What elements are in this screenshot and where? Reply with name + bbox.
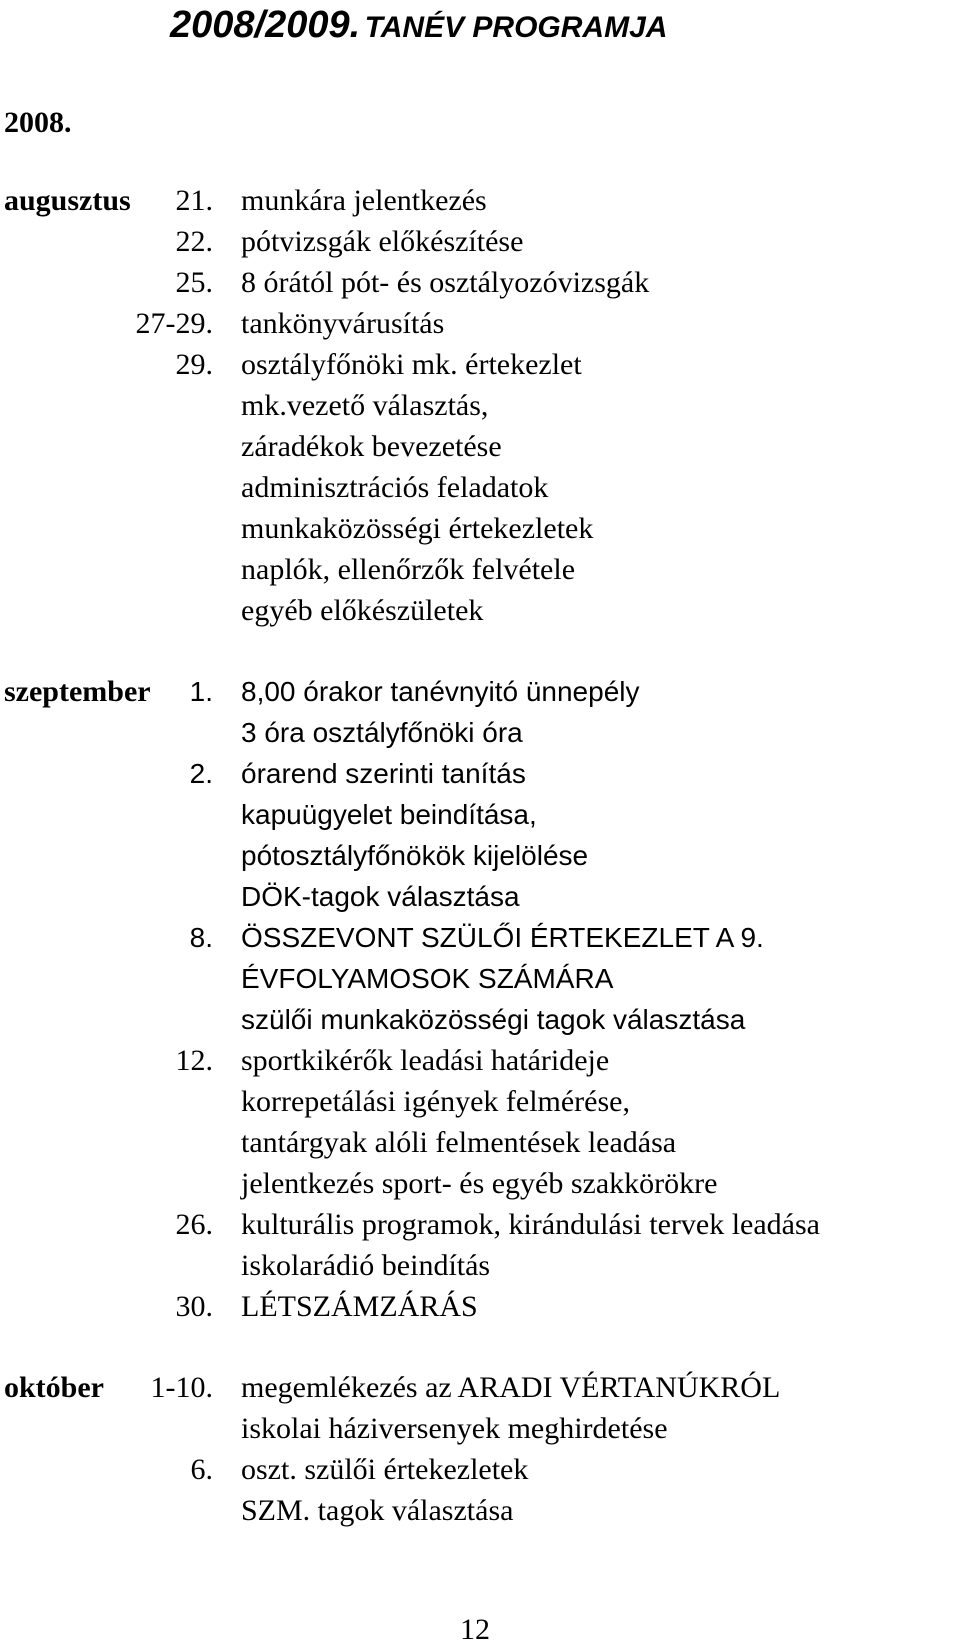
page-title bbox=[170, 0, 667, 50]
day-label: 26. bbox=[175, 1208, 213, 1241]
day-label: 12. bbox=[175, 1044, 213, 1077]
schedule-row bbox=[0, 876, 960, 918]
day-label: 1-10. bbox=[150, 1371, 213, 1404]
schedule-row bbox=[0, 221, 960, 263]
event-text: pótvizsgák előkészítése bbox=[241, 225, 524, 258]
day-label: 21. bbox=[175, 184, 213, 217]
event-text: munkára jelentkezés bbox=[241, 184, 487, 217]
month-label: október bbox=[4, 1371, 104, 1404]
event-text: adminisztrációs feladatok bbox=[241, 471, 549, 504]
event-text: szülői munkaközösségi tagok választása bbox=[241, 1004, 746, 1035]
day-label: 29. bbox=[175, 348, 213, 381]
event-text: 8,00 órakor tanévnyitó ünnepély bbox=[241, 676, 640, 707]
title-text: TANÉV PROGRAMJA bbox=[364, 11, 668, 44]
day-label: 8. bbox=[189, 922, 213, 953]
schedule-row bbox=[0, 753, 960, 795]
month-label: augusztus bbox=[4, 184, 131, 217]
schedule-row bbox=[0, 999, 960, 1041]
schedule-row bbox=[0, 1122, 960, 1164]
schedule-row bbox=[0, 1367, 960, 1409]
schedule-row bbox=[0, 344, 960, 386]
schedule-row bbox=[0, 303, 960, 345]
event-text: 8 órától pót- és osztályozóvizsgák bbox=[241, 266, 650, 299]
schedule-row bbox=[0, 1408, 960, 1450]
event-text: kulturális programok, kirándulási tervek leadása bbox=[241, 1208, 820, 1241]
event-text: jelentkezés sport- és egyéb szakkörökre bbox=[241, 1167, 718, 1200]
event-text: SZM. tagok választása bbox=[241, 1494, 514, 1527]
schedule-row bbox=[0, 590, 960, 632]
schedule-row bbox=[0, 1040, 960, 1082]
schedule-row bbox=[0, 508, 960, 550]
year-heading: 2008. bbox=[4, 106, 72, 139]
event-text: iskolarádió beindítás bbox=[241, 1249, 491, 1282]
schedule-row bbox=[0, 467, 960, 509]
event-text: ÖSSZEVONT SZÜLŐI ÉRTEKEZLET A 9. bbox=[241, 922, 764, 953]
schedule-row bbox=[0, 958, 960, 1000]
schedule-row bbox=[0, 1245, 960, 1287]
event-text: pótosztályfőnökök kijelölése bbox=[241, 840, 589, 871]
schedule-row bbox=[0, 671, 960, 713]
event-text: órarend szerinti tanítás bbox=[241, 758, 526, 789]
event-text: naplók, ellenőrzők felvétele bbox=[241, 553, 576, 586]
day-label: 1. bbox=[189, 676, 213, 707]
day-label: 27-29. bbox=[135, 307, 213, 340]
schedule-row bbox=[0, 794, 960, 836]
event-text: tankönyvárusítás bbox=[241, 307, 445, 340]
schedule-row bbox=[0, 1163, 960, 1205]
event-text: iskolai háziversenyek meghirdetése bbox=[241, 1412, 668, 1445]
event-text: munkaközösségi értekezletek bbox=[241, 512, 594, 545]
schedule-row bbox=[0, 426, 960, 468]
schedule-row bbox=[0, 262, 960, 304]
event-text: ÉVFOLYAMOSOK SZÁMÁRA bbox=[241, 963, 614, 994]
event-text: tantárgyak alóli felmentések leadása bbox=[241, 1126, 677, 1159]
event-text: záradékok bevezetése bbox=[241, 430, 502, 463]
event-text: megemlékezés az ARADI VÉRTANÚKRÓL bbox=[241, 1371, 781, 1404]
event-text: LÉTSZÁMZÁRÁS bbox=[241, 1290, 478, 1323]
schedule-row bbox=[0, 1286, 960, 1328]
schedule-row bbox=[0, 549, 960, 591]
event-text: oszt. szülői értekezletek bbox=[241, 1453, 529, 1486]
schedule-row bbox=[0, 1449, 960, 1491]
day-label: 2. bbox=[189, 758, 213, 789]
title-year: 2008/2009. bbox=[170, 4, 361, 46]
schedule-row bbox=[0, 1490, 960, 1532]
day-label: 6. bbox=[190, 1453, 213, 1486]
schedule-row bbox=[0, 180, 960, 222]
schedule-row bbox=[0, 712, 960, 754]
event-text: kapuügyelet beindítása, bbox=[241, 799, 537, 830]
day-label: 22. bbox=[175, 225, 213, 258]
event-text: egyéb előkészületek bbox=[241, 594, 484, 627]
day-label: 30. bbox=[175, 1290, 213, 1323]
event-text: korrepetálási igények felmérése, bbox=[241, 1085, 630, 1118]
schedule-row bbox=[0, 1204, 960, 1246]
day-label: 25. bbox=[175, 266, 213, 299]
schedule-row bbox=[0, 917, 960, 959]
schedule-row bbox=[0, 835, 960, 877]
event-text: osztályfőnöki mk. értekezlet bbox=[241, 348, 582, 381]
event-text: 3 óra osztályfőnöki óra bbox=[241, 717, 523, 748]
event-text: mk.vezető választás, bbox=[241, 389, 489, 422]
month-label: szeptember bbox=[4, 675, 151, 708]
schedule-row bbox=[0, 1081, 960, 1123]
event-text: sportkikérők leadási határideje bbox=[241, 1044, 610, 1077]
event-text: DÖK-tagok választása bbox=[241, 881, 520, 912]
schedule-row bbox=[0, 385, 960, 427]
page-number: 12 bbox=[460, 1613, 490, 1646]
